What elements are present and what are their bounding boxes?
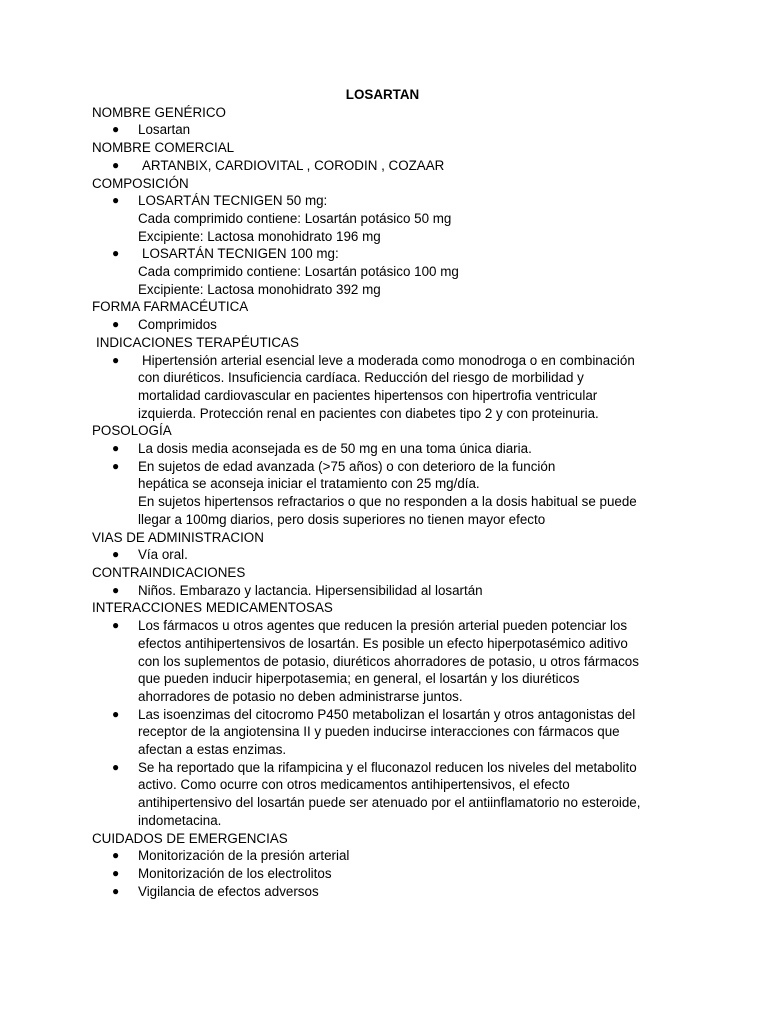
bullet-icon: ●: [112, 883, 120, 898]
section-heading-commercial-name: NOMBRE COMERCIAL: [92, 140, 235, 156]
section-heading-composition: COMPOSICIÓN: [92, 175, 189, 191]
list-item: ● LOSARTÁN TECNIGEN 100 mg: Cada comprimido contiene: Losartán potásico 100 mg Excipiente: Lactosa monohidrato 392 mg: [112, 246, 459, 297]
list-item: ● Comprimidos: [112, 317, 217, 333]
bullet-icon: ●: [112, 441, 120, 456]
bullet-icon: ●: [112, 582, 120, 597]
list-item: ● Hipertensión arterial esencial leve a moderada como monodroga o en combinación con diuréticos. Insuficiencia cardíaca. Reducción del riesgo de morbilidad y mortalidad cardiovascular en pacientes hipertensos con hipertrofia ventricular izquierda. Protección renal en pacientes con diabetes tipo 2 y con proteinuria.: [112, 352, 635, 421]
section-heading-interactions: INTERACCIONES MEDICAMENTOSAS: [92, 600, 333, 616]
list-item: ● Niños. Embarazo y lactancia. Hipersensibilidad al losartán: [112, 582, 483, 598]
routes-list: [92, 546, 682, 564]
list-item: ● Losartan: [112, 122, 191, 138]
section-heading-routes: VIAS DE ADMINISTRACION: [92, 529, 264, 545]
bullet-icon: ●: [112, 193, 120, 208]
composition-list: [92, 192, 682, 298]
bullet-icon: ●: [112, 706, 120, 721]
section-heading-indications: INDICACIONES TERAPÉUTICAS: [96, 334, 299, 350]
list-item: ● Monitorización de los electrolitos: [112, 865, 332, 881]
bullet-icon: ●: [112, 618, 120, 633]
section-heading-pharmaceutical-form: FORMA FARMACÉUTICA: [92, 299, 249, 315]
bullet-icon: ●: [112, 246, 120, 261]
list-item: ● Los fármacos u otros agentes que reducen la presión arterial pueden potenciar los efectos antihipertensivos de losartán. Es posible un efecto hiperpotasémico aditivo con los suplementos de potasio, diuréticos ahorradores de potasio, u otros fármacos que pueden inducir hiperpotasemia; en general, el losartán y los diuréticos ahorradores de potasio no deben administrarse juntos.: [112, 618, 639, 704]
bullet-icon: ●: [112, 317, 120, 332]
bullet-icon: ●: [112, 865, 120, 880]
list-item: ● Vía oral.: [112, 547, 188, 563]
list-item: ● Monitorización de la presión arterial: [112, 848, 350, 864]
bullet-icon: ●: [112, 122, 120, 137]
list-item: ● ARTANBIX, CARDIOVITAL , CORODIN , COZAAR: [112, 157, 445, 173]
contraindications-list: [92, 582, 682, 600]
pharmaceutical-form-list: [92, 316, 682, 334]
emergency-care-list: [92, 847, 682, 900]
bullet-icon: ●: [112, 547, 120, 562]
list-item: ● En sujetos de edad avanzada (>75 años) o con deterioro de la función hepática se aconseja iniciar el tratamiento con 25 mg/día. En sujetos hipertensos refractarios o que no responden a la dosis habitual se puede llegar a 100mg diarios, pero dosis superiores no tienen mayor efecto: [112, 458, 637, 527]
bullet-icon: ●: [112, 848, 120, 863]
list-item: ● Las isoenzimas del citocromo P450 metabolizan el losartán y otros antagonistas del receptor de la angiotensina II y pueden inducirse interacciones con fármacos que afectan a estas enzimas.: [112, 706, 636, 758]
section-heading-emergency-care: CUIDADOS DE EMERGENCIAS: [92, 830, 288, 846]
bullet-icon: ●: [112, 759, 120, 774]
bullet-icon: ●: [112, 157, 120, 172]
bullet-icon: ●: [112, 458, 120, 473]
section-heading-contraindications: CONTRAINDICACIONES: [92, 564, 246, 580]
bullet-icon: ●: [112, 352, 120, 367]
posology-list: [92, 440, 682, 529]
commercial-name-list: [92, 157, 682, 175]
section-heading-generic-name: NOMBRE GENÉRICO: [92, 104, 226, 120]
generic-name-list: [92, 121, 682, 139]
list-item: ● LOSARTÁN TECNIGEN 50 mg: Cada comprimido contiene: Losartán potásico 50 mg Excipiente: Lactosa monohidrato 196 mg: [112, 193, 452, 244]
section-heading-posology: POSOLOGÍA: [92, 423, 172, 439]
list-item: ● La dosis media aconsejada es de 50 mg en una toma única diaria.: [112, 441, 532, 457]
list-item: ● Vigilancia de efectos adversos: [112, 883, 319, 899]
list-item: ● Se ha reportado que la rifampicina y el fluconazol reducen los niveles del metabolito activo. Como ocurre con otros medicamentos antihipertensivos, el efecto antihipertensivo del losartán puede ser atenuado por el antiinflamatorio no esteroide, indometacina.: [112, 759, 641, 828]
document-title: LOSARTAN: [345, 87, 420, 102]
indications-list: [92, 352, 682, 423]
document-content: [92, 86, 682, 900]
interactions-list: [92, 617, 682, 829]
